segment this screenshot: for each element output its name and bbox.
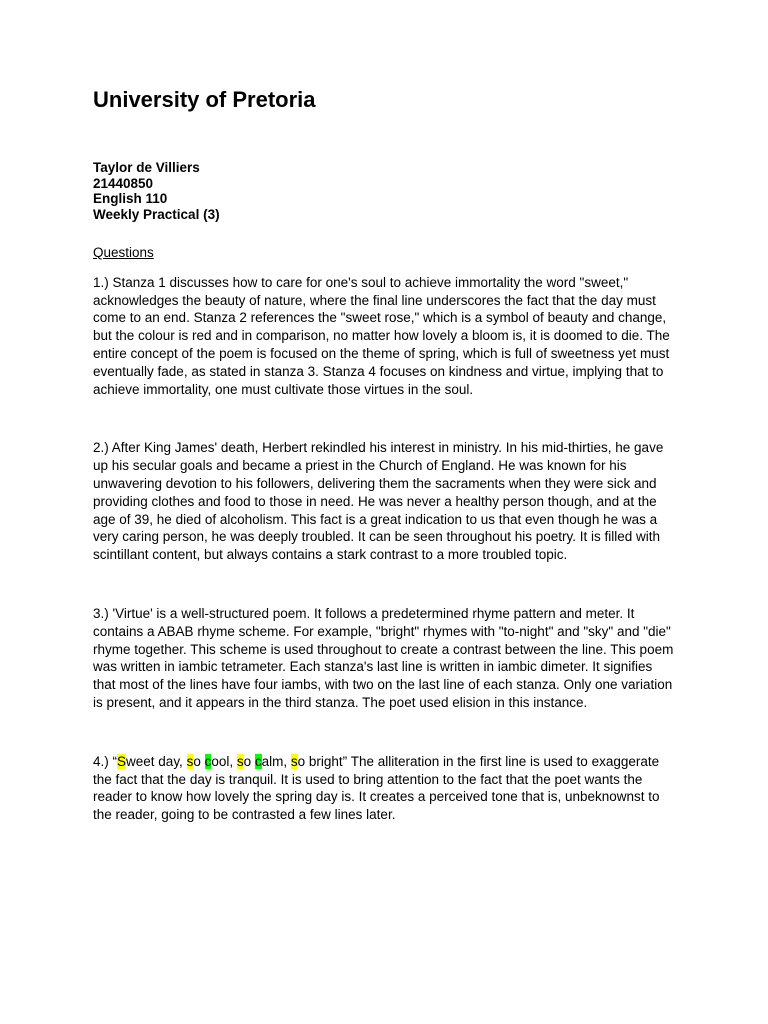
highlight-yellow-letter: s	[186, 753, 194, 769]
quote-segment: alm,	[261, 753, 291, 769]
student-name: Taylor de Villiers	[93, 160, 200, 175]
quote-segment: o bright”	[297, 753, 348, 769]
answer-3: 3.) 'Virtue' is a well-structured poem. It follows a predetermined rhyme pattern and meter. It contains a ABAB rhyme scheme. For example, "bright" rhymes with "to-night" and "sky" and "die" rhyme together. This scheme is used throughout to create a contrast between the line. This poem was written in iambic tetrameter. Each stanza's last line is written in iambic dimeter. It signifies that most of the lines have four iambs, with two on the last line of each stanza. Only one variation is present, and it appears in the third stanza. The poet used elision in this instance.	[93, 605, 674, 710]
answer-4	[93, 753, 678, 824]
student-info	[93, 160, 678, 222]
quote-segment: o	[193, 753, 205, 769]
questions-heading: Questions	[93, 245, 154, 260]
highlight-yellow-letter: s	[236, 753, 244, 769]
quote-segment: o	[243, 753, 255, 769]
highlight-green-letter: c	[204, 753, 212, 769]
answer-4-body: The alliteration in the first line is used to exaggerate the fact that the day is tranquil. It is used to bring attention to the fact that the poet wants the reader to know how lovely the spring day is. It creates a perceived tone that is, unbeknownst to the reader, going to be contrasted a few lines later.	[93, 753, 660, 823]
course-code: English 110	[93, 191, 168, 206]
answer-4-lead: 4.) “	[93, 753, 118, 769]
answer-2: 2.) After King James' death, Herbert rekindled his interest in ministry. In his mid-thirties, he gave up his secular goals and became a priest in the Church of England. He was known for his unwavering devotion to his followers, delivering them the sacraments when they were sick and providing clothes and food to those in need. He was never a healthy person though, and at the age of 39, he died of alcoholism. This fact is a great indication to us that even though he was a very caring person, he was deeply troubled. It can be seen throughout his poetry. It is filled with scintillant content, but always contains a stark contrast to a more troubled topic.	[93, 440, 664, 563]
student-number: 21440850	[93, 175, 154, 191]
highlight-yellow-letter: S	[117, 753, 127, 769]
quote-segment: ool,	[211, 753, 237, 769]
highlight-green-letter: c	[254, 753, 262, 769]
document-page	[93, 86, 678, 824]
highlight-yellow-letter: s	[290, 753, 298, 769]
document-title: University of Pretoria	[93, 87, 316, 112]
answer-1: 1.) Stanza 1 discusses how to care for one's soul to achieve immortality the word "sweet," acknowledges the beauty of nature, where the final line underscores the fact that the day must come to an end. Stanza 2 references the "sweet rose," which is a symbol of beauty and change, but the colour is red and in comparison, no matter how lovely a bloom is, it is doomed to die. The entire concept of the poem is focused on the theme of spring, which is full of sweetness yet must eventually fade, as stated in stanza 3. Stanza 4 focuses on kindness and virtue, implying that to achieve immortality, one must cultivate those virtues in the soul.	[93, 274, 670, 397]
quote-segment: weet day,	[126, 753, 187, 769]
assignment-title: Weekly Practical (3)	[93, 206, 220, 222]
highlighted-quote	[117, 754, 347, 769]
